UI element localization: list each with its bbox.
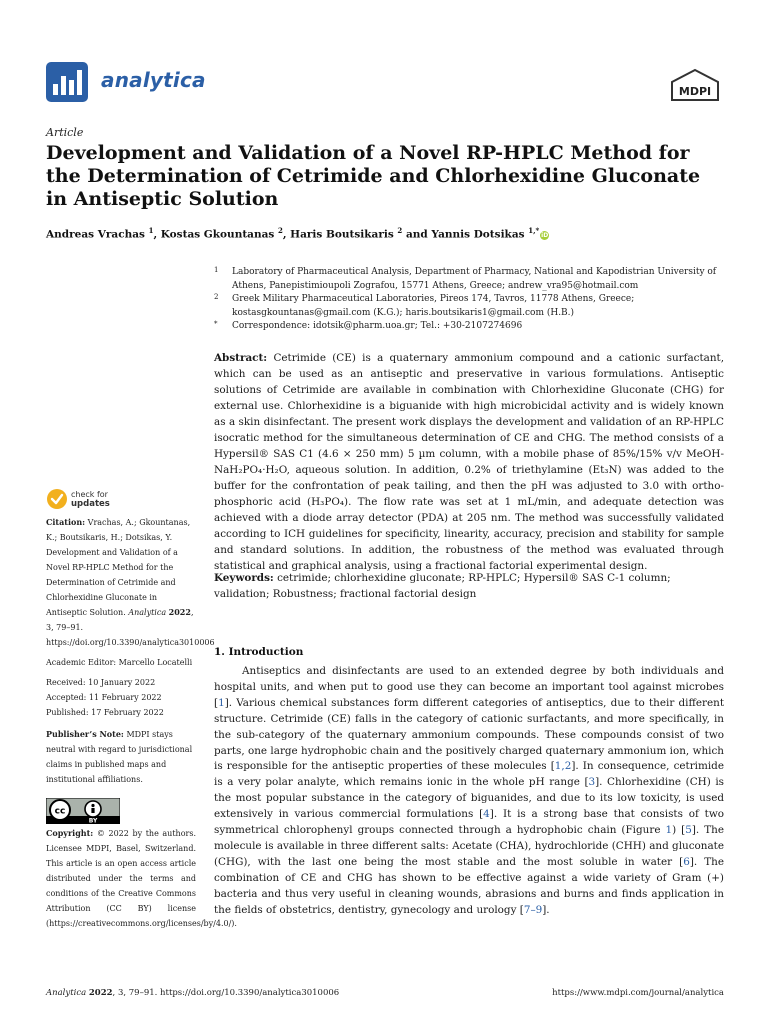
article-title: Development and Validation of a Novel RP-HPLC Method for the Determination of Cetrimide and Chlorhexidine Gluconate in Antiseptic Solution (46, 142, 701, 210)
academic-editor: Academic Editor: Marcello Locatelli (46, 658, 193, 667)
intro-text-segment: Antiseptics and disinfectants are used to an extended degree by both individuals and hospital units, and when put to good use they can become an important tool against microbes [ (214, 665, 724, 709)
author-separator: and (402, 228, 432, 241)
cc-label: BY (88, 817, 98, 824)
author-affiliation: 2 (397, 226, 403, 235)
journal-logo-icon (46, 62, 88, 102)
author-name: Andreas Vrachas (46, 228, 145, 241)
footer-url[interactable]: https://www.mdpi.com/journal/analytica (552, 988, 724, 998)
keywords-text: cetrimide; chlorhexidine gluconate; RP-HPLC; Hypersil® SAS C-1 column; validation; Robustness; fractional factorial design (214, 572, 671, 600)
intro-text-segment: ) [ (672, 824, 686, 837)
copyright-block (46, 826, 237, 931)
affiliation-number: * (214, 320, 218, 328)
intro-text-segment: ]. Various chemical substances form different categories of antiseptics, due to their different structure. Cetrimide (CE) falls in the category of cationic surfactants, and more specifically, in the sub-category of the quaternary ammonium compounds. These compounds consist of two parts, one large hydrophobic chain and the positively charged quaternary ammonium ion, which is responsible for the antiseptic properties of these molecules [ (214, 696, 724, 773)
copyright-label: Copyright: (46, 828, 94, 838)
copyright-text: © 2022 by the authors. Licensee MDPI, Basel, Switzerland. This article is an open access article distributed under the terms and conditions of the Creative Commons Attribution (CC BY) license (https://creativecommons.org/licenses/by/4.0/). (46, 829, 237, 928)
citation-text: Vrachas, A.; Gkountanas, K.; Boutsikaris, H.; Dotsikas, Y. Development and Validation of a Novel RP-HPLC Method for the Determination of Cetrimide and Chlorhexidine Gluconate in Antiseptic Solution. (46, 518, 191, 617)
author-affiliation: 1,* (528, 226, 540, 235)
footer-doi[interactable]: , 3, 79–91. https://doi.org/10.3390/analytica3010006 (112, 988, 340, 998)
check-updates-line1: check for (71, 490, 108, 499)
footer-journal: Analytica (46, 988, 87, 998)
publisher-logo (668, 68, 722, 104)
citation-journal: Analytica (128, 608, 167, 617)
reference-link[interactable]: 1 (218, 696, 225, 709)
author-name: Haris Boutsikaris (290, 228, 394, 241)
reference-link[interactable]: 5 (685, 824, 692, 837)
received-date: Received: 10 January 2022 (46, 678, 156, 687)
publisher-note (46, 727, 196, 787)
publisher-name: MDPI (678, 85, 712, 98)
affiliation-text: Greek Military Pharmaceutical Laboratories, Pireos 174, Tavros, 11778 Athens, Greece; kostasgkountanas@gmail.com (K.G.); haris.boutsikaris1@gmail.com (H.B.) (232, 294, 635, 318)
check-for-updates-button[interactable] (46, 488, 166, 514)
intro-text-segment: ]. In consequence, cetrimide is a very polar analyte, which remains ionic in the whole pH range [ (214, 760, 724, 789)
article-type: Article (46, 126, 84, 139)
section-heading: 1. Introduction (214, 646, 304, 658)
accepted-date: Accepted: 11 February 2022 (46, 693, 162, 702)
reference-link[interactable]: 1,2 (554, 760, 572, 773)
check-updates-line2: updates (71, 499, 110, 509)
author-name: Kostas Gkountanas (160, 228, 275, 241)
intro-text-segment: ]. (542, 903, 550, 916)
intro-text-segment: ]. The combination of CE and CHG has shown to be effective against a wide variety of Gram (+) bacteria and thus very useful in cleaning wounds, abrasions and burns and finds application in the fields of obstetrics, dentistry, gynecology and urology [ (214, 855, 725, 916)
citation-year: 2022 (168, 607, 191, 617)
publisher-note-text: MDPI stays neutral with regard to jurisdictional claims in published maps and institutional affiliations. (46, 730, 193, 784)
reference-link[interactable]: 7–9 (523, 903, 543, 916)
intro-text-segment: ]. The molecule is available in three different salts: Acetate (CHA), hydrochloride (CHH) and gluconate (CHG), with the last one being the most stable and the most soluble in water [ (214, 824, 724, 868)
intro-text-segment: ]. It is a strong base that consists of two symmetrical chlorophenyl groups connected through a hydrophobic chain (Figure (214, 808, 724, 837)
author-name: Yannis Dotsikas (431, 228, 525, 241)
journal-name: analytica (101, 68, 206, 92)
affiliation-2 (214, 293, 724, 320)
author-separator: , (282, 228, 291, 241)
author-affiliation: 1 (148, 226, 154, 235)
intro-text-segment: ]. Chlorhexidine (CH) is the most popular substance in the category of biguanides, and due to its low toxicity, is used extensively in various commercial formulations [ (214, 776, 724, 821)
figure-link[interactable]: 1 (665, 824, 673, 837)
citation-rest[interactable]: , 3, 79–91. https://doi.org/10.3390/analytica3010006 (46, 608, 215, 647)
check-updates-icon (46, 488, 68, 510)
author-separator: , (153, 228, 161, 241)
article-dates (46, 675, 196, 720)
affiliation-1 (214, 266, 724, 293)
reference-link[interactable]: 4 (483, 808, 490, 821)
author-list (46, 226, 549, 241)
intro-paragraph (214, 664, 724, 919)
orcid-icon[interactable]: iD (541, 231, 549, 239)
affiliation-number: 1 (214, 266, 219, 274)
published-date: Published: 17 February 2022 (46, 708, 164, 717)
cc-by-license-icon[interactable] (46, 798, 120, 824)
publisher-note-label: Publisher’s Note: (46, 729, 124, 739)
correspondence-text: Correspondence: idotsik@pharm.uoa.gr; Tel.: +30-2107274696 (232, 321, 523, 331)
affiliation-number: 2 (214, 293, 219, 301)
abstract (214, 350, 724, 574)
reference-link[interactable]: 6 (683, 855, 690, 868)
author-affiliation: 2 (277, 226, 283, 235)
citation-block (46, 515, 215, 650)
reference-link[interactable]: 3 (588, 776, 596, 789)
svg-text:cc: cc (54, 806, 66, 817)
abstract-label: Abstract: (214, 352, 268, 364)
correspondence (214, 320, 724, 334)
footer-year: 2022 (88, 988, 113, 998)
keywords (214, 570, 724, 602)
footer-citation (46, 988, 339, 998)
affiliation-text: Laboratory of Pharmaceutical Analysis, Department of Pharmacy, National and Kapodistrian University of Athens, Panepistimioupoli Zografou, 15771 Athens, Greece; andrew_vra95@hotmail.com (232, 267, 717, 291)
citation-label: Citation: (46, 517, 86, 527)
abstract-text: Cetrimide (CE) is a quaternary ammonium compound and a cationic surfactant, which can be used as an antiseptic and preservative in various formulations. Antiseptic solutions of Cetrimide are available in combination with Chlorhexidine Gluconate (CHG) for external use. Chlorhexidine is a biguanide with high microbicidal activity and is widely known as a skin disinfectant. The present work displays the development and validation of an RP-HPLC isocratic method for the simultaneous determination of CE and CHG. The method consists of a Hypersil® SAS C1 (4.6 × 250 mm) 5 µm column, with a mobile phase of 85%/15% v/v MeOH-NaH₂PO₄·H₂O, aqueous solution. In addition, 0.2% of triethylamine (Et₃N) was added to the buffer for the confrontation of peak tailing, and then the pH was adjusted to 3.0 with ortho-phosphoric acid (H₃PO₄). The flow rate was set at 1 mL/min, and adequate detection was achieved with a diode array detector (PDA) at 205 nm. The method was successfully validated according to ICH guidelines for specificity, linearity, accuracy, precision and stability for sample and standard solutions. In addition, the robustness of the method was evaluated through statistical and graphical analysis, using a fractional factorial experimental design. (214, 352, 725, 572)
keywords-label: Keywords: (214, 572, 274, 584)
